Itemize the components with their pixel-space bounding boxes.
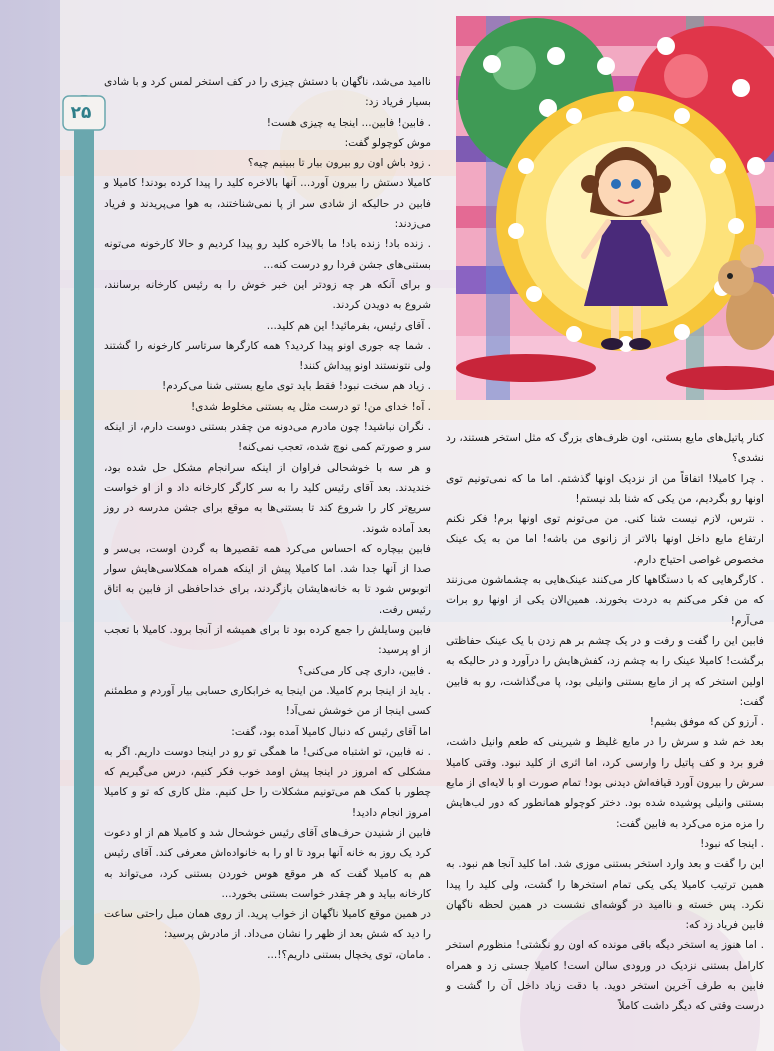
text-column-left — [104, 72, 431, 965]
left-paragraph: . آه! خدای من! تو درست مثل یه بستنی مخلوط شدی! — [190, 400, 431, 413]
left-paragraph: در همین موقع کامیلا ناگهان از خواب پرید. از روی همان مبل راحتی ساعت را دید که شش بعد از ظهر را نشان می‌داد. از مادرش پرسید: — [104, 908, 431, 941]
right-paragraph: فابین این را گفت و رفت و در یک چشم بر هم زدن با یک عینک حفاظتی برگشت! کامیلا عینک را به چشم زد، کفش‌هایش را درآورد و در حالیکه به اولین استخر که پر از مایع بستنی وانیلی بود، پا می‌گذاشت، رو به فابین گفت: — [446, 634, 764, 708]
right-paragraph: این را گفت و بعد وارد استخر بستنی موزی شد. اما کلید آنجا هم نبود. به همین ترتیب کامیلا یکی یکی تمام استخرها را گشت، ولی کلید را پیدا نکرد. پس خسته و ناامید در گوشه‌ای نشست در همین لحظه ناگهان فابین فریاد زد که: — [446, 858, 764, 932]
left-paragraph: . زود باش اون رو بیرون بیار تا ببینیم چیه؟ — [247, 157, 431, 170]
left-paragraph: فابین از شنیدن حرف‌های آقای رئیس خوشحال شد و کامیلا هم از او دعوت کرد یک روز به خانه آنها برود تا او را به خانواده‌اش معرفی کند. آقای رئیس هم به کامیلا گفت که هر موقع هوس خوردن بستنی کرد، می‌تواند به کارخانه بیاید و هر چقدر خواست بستنی بخورد... — [104, 826, 431, 900]
left-paragraph: فابین وسایلش را جمع کرده بود تا برای همیشه از آنجا برود. کامیلا با تعجب از او پرسید: — [104, 624, 431, 657]
text-column-right — [446, 428, 764, 1017]
left-paragraph: . شما چه جوری اونو پیدا کردید؟ همه کارگرها سرتاسر کارخونه را گشتند ولی نتونستند اونو پیداش کنند! — [104, 339, 431, 373]
left-paragraph: . نگران نباشید! چون مادرم می‌دونه من چقدر بستنی دوست دارم، از اینکه سر و صورتم کمی نوچ شده، تعجب نمی‌کنه! — [104, 421, 431, 454]
right-paragraph: . اینجا که نبود! — [700, 837, 764, 850]
left-paragraph: و برای آنکه هر چه زودتر این خبر خوش را به رئیس کارخانه برسانند، شروع به دویدن کردند. — [104, 278, 431, 312]
right-paragraph: . اما هنوز یه استخر دیگه باقی مونده که اون رو نگشتی! منظورم استخر کارامل بستنی نزدیک در ورودی سالن است! کامیلا جستی زد و همراه فابین به طرف آخرین استخر دوید. با دقت زیاد داخل آن را گشت و درست وقتی که دیگر داشت کاملاً — [446, 939, 764, 1013]
left-paragraph: . مامان، توی یخچال بستنی داریم؟!... — [267, 948, 431, 961]
left-paragraph: . آقای رئیس، بفرمائید! این هم کلید... — [266, 319, 431, 332]
left-paragraph: کامیلا دستش را بیرون آورد... آنها بالاخره کلید را پیدا کرده بودند! کامیلا و فابین در حالیکه از شادی سر از پا نمی‌شناختند، به هوا می‌پریدند و فریاد می‌زدند: — [104, 177, 431, 231]
right-paragraph: . نترس، لازم نیست شنا کنی. من می‌تونم توی اونها برم! فکر نکنم ارتفاع مایع داخل اونها بالاتر از زانوی من باشه! اما من به یک عینک مخصوص غواصی احتیاج دارم. — [446, 513, 764, 566]
right-paragraph: . چرا کامیلا! اتفاقاً من از نزدیک اونها گذشتم. اما ما که نمی‌تونیم توی اونها رو بگردیم، من یکی که شنا بلد نیستم! — [446, 472, 764, 505]
right-paragraph: بعد خم شد و سرش را در مایع غلیظ و شیرینی که طعم وانیل داشت، فرو برد و کف پاتیل را وارسی کرد، اما اثری از کلید نبود. وقتی کامیلا سرش را بیرون آورد قیافه‌اش دیدنی بود! تمام صورت او با لایه‌ای از مایع بستنی وانیلی پوشیده شده بود. دختر کوچولو همانطور که دور لب‌هایش را مزه مزه می‌کرد به فابین گفت: — [446, 736, 764, 830]
left-paragraph: . فابین، داری چی کار می‌کنی؟ — [297, 664, 431, 677]
left-paragraph: و هر سه با خوشحالی فراوان از اینکه سرانجام مشکل حل شده بود، خندیدند. بعد آقای رئیس کلید را به سر کارگر کارخانه داد و از او خواست سریع‌تر کار را شروع کند تا بستنی‌ها به موقع برای جشن مدرسه در روز بعد آماده شوند. — [104, 461, 431, 535]
left-paragraph: . فابین! فابین... اینجا یه چیزی هست! — [266, 116, 431, 129]
left-paragraph: . زیاد هم سخت نبود! فقط باید توی مایع بستنی شنا می‌کردم! — [162, 380, 431, 393]
left-paragraph: . باید از اینجا برم کامیلا. من اینجا یه خرابکاری حسابی بیار آوردم و مطمئنم کسی اینجا از من خوشش نمی‌آد! — [104, 684, 431, 718]
page-number: ۲۵ — [70, 103, 92, 123]
left-paragraph: ناامید می‌شد، ناگهان با دستش چیزی را در کف استخر لمس کرد و با شادی بسیار فریاد زد: — [104, 76, 431, 109]
left-paragraph: فابین بیچاره که احساس می‌کرد همه تقصیرها به گردن اوست، بی‌سر و صدا از آنها جدا شد. اما کامیلا پیش از اینکه همراه همکلاسی‌هایش سوار اتوبوس شود تا به خانه‌هایشان بازگردند، برای خداحافظی از فابین به اتاق رئیس رفت. — [104, 542, 431, 616]
story-illustration — [456, 16, 774, 400]
left-paragraph: موش کوچولو گفت: — [344, 136, 431, 149]
left-paragraph: اما آقای رئیس که دنبال کامیلا آمده بود، گفت: — [231, 725, 431, 738]
left-paragraph: . زنده باد! زنده باد! ما بالاخره کلید رو پیدا کردیم و حالا کارخونه می‌تونه بستنی‌های جشن فردا رو درست کنه... — [104, 238, 431, 271]
right-paragraph: کنار پاتیل‌های مایع بستنی، اون ظرف‌های بزرگ که مثل استخر هستند، رد نشدی؟ — [446, 432, 764, 465]
right-paragraph: . آرزو کن که موفق بشیم! — [649, 716, 764, 729]
right-paragraph: . کارگرهایی که با دستگاهها کار می‌کنند عینک‌هایی به چشماشون می‌زنند که من فکر می‌کنم به دردت بخورند. همین‌الان یکی از اونها رو برات می‌آرم! — [446, 574, 764, 627]
left-paragraph: . نه فابین، تو اشتباه می‌کنی! ما همگی تو رو در اینجا دوست داریم. اگر به مشکلی که امروز در اینجا پیش اومد خوب فکر کنیم، درس می‌گیریم که چطور با کمک هم می‌تونیم مشکلات را حل کنیم. مثل کاری که تو و کامیلا امروز انجام دادید! — [104, 745, 431, 819]
